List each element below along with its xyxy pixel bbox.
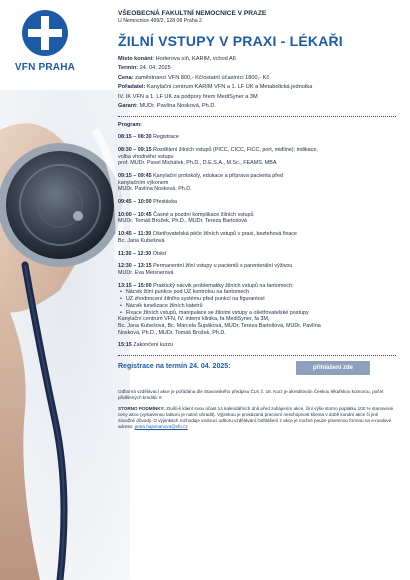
place-label: Místo konání:: [118, 56, 155, 62]
program-time: 09:45 – 10:00: [118, 199, 152, 206]
program-text: Rozdělení žilních vstupů (PICC, CICC, FICC, port, midline); indikace,: [153, 146, 318, 153]
workshop-bullet: • Nácvik tunelizace žilních katetrů: [128, 303, 396, 310]
workshop-item: [118, 283, 396, 337]
program-item: [118, 263, 396, 276]
registration-text: Registrace na termín 24. 04. 2025:: [118, 363, 231, 371]
program-section: [118, 122, 396, 349]
workshop-speakers: Nosková, Ph.D., MUDr. Tomáš Brožek, Ph.D.: [118, 329, 226, 336]
program-item: [118, 134, 396, 141]
program-time: 10:45 – 11:30: [118, 231, 152, 238]
institution-name: VŠEOBECNÁ FAKULTNÍ NEMOCNICE V PRAZE: [118, 10, 267, 17]
program-item: [118, 212, 396, 225]
program-time: 10:00 – 10:45: [118, 211, 152, 218]
program-speaker: MUDr. Tomáš Brožek, Ph.D., MUDr. Tereza Bartošová: [118, 218, 247, 225]
program-time: 12:30 – 13:15: [118, 263, 152, 270]
workshop-bullet: • Fixace žilních vstupů, manipulace se žilními vstupy a ošetřovatelské postupy: [128, 310, 396, 317]
price-row: [118, 75, 396, 82]
program-item: [118, 199, 396, 206]
vfn-logo: [14, 8, 76, 82]
dotted-divider: [118, 116, 396, 117]
organizer-value: Kanylační centrum KARIM VFN a 1. LF UK a Metabolická jednotka: [146, 84, 313, 91]
flyer-content: [118, 10, 396, 435]
program-text: Registrace: [153, 134, 179, 141]
program-speaker: MUDr. Pavlína Nosková, Ph.D.: [118, 186, 192, 193]
program-time: 09:15 – 09:45: [118, 172, 152, 179]
program-text: Kanylační protokoly, edukace a příprava pacienta před: [153, 172, 284, 179]
storno-label: STORNO PODMÍNKY:: [118, 406, 165, 412]
organizer-row: [118, 84, 396, 91]
course-details: [118, 56, 396, 110]
workshop-bullet: • Nácvik žilní punkce pod UZ kontrolou na fantomech: [128, 289, 396, 296]
program-text: Permanentní žilní vstupy u pacientů s parenterální výživou: [153, 263, 293, 270]
price-value: zaměstnanci VFN 800,- Kč/ostatní účastníci 1800,- Kč: [135, 74, 270, 81]
date-row: [118, 65, 396, 72]
program-text: Časné a pozdní komplikace žilních vstupů: [153, 211, 254, 218]
date-value: 24. 04. 2025: [139, 65, 171, 72]
institution-address: U Nemocnice 499/2, 128 08 Praha 2: [118, 18, 202, 24]
program-text: Ošetřovatelská péče žilních vstupů v praxi, beztehová fixace: [152, 231, 297, 238]
program-text: Oběd: [152, 250, 166, 257]
program-item: [118, 231, 396, 244]
program-text: Přestávka: [153, 199, 178, 206]
organizer-label: Pořadatel:: [118, 84, 146, 91]
cross-icon: [22, 10, 68, 56]
program-time: 13:15 – 15:00: [118, 282, 152, 289]
accreditation-text: Odborná vzdělávací akce je pořádána dle Stavovského předpisu ČLK č. 16. Kurz je akreditován Českou lékařskou komorou, počet přidělených kreditů: 6: [118, 389, 384, 401]
logo-text: VFN PRAHA: [14, 62, 76, 73]
guarantor-label: Garant:: [118, 103, 138, 110]
stethoscope-photo: [0, 90, 130, 580]
storno-paragraph: [118, 406, 396, 430]
program-text: kanylačním výkonem: [118, 179, 169, 186]
stethoscope-illustration: [0, 90, 130, 580]
workshop-speakers: Bc. Jana Kubešová, Bc. Marcela Šupáková, MUDr. Tereza Bartošová, MUDr. Pavlína: [118, 322, 321, 329]
guarantor-value: MUDr. Pavlína Nosková, Ph.D.: [139, 103, 216, 110]
program-heading: Program:: [118, 122, 142, 129]
workshop-bullet: • UZ zhodnocení žilního systému před punkcí na figurantovi: [128, 296, 396, 303]
program-time: 11:30 – 12:30: [118, 250, 152, 257]
program-item: [118, 342, 396, 349]
program-item: [118, 147, 396, 167]
storno-text: Zrušíi-li klient svou účast 14 kalendářních dnů před zahájením akce, činí výše storno poplatku 100 % stanovené ceny akce (vystavenou fakturu je nutné uhradit). Výjimkou je prokázaná pracovní neschopnost klienta v době konání akce či jiné závažné důvody. O výjimkách rozhoduje vedoucí odboru vzdělávání.Odhlášení z akce je možné pouze písemnou formou na e-mailové adrese:: [118, 406, 394, 430]
program-item: [118, 251, 396, 258]
price-label: Cena:: [118, 74, 134, 81]
program-time: 08:30 – 09:15: [118, 146, 152, 153]
register-button[interactable]: přihlášení zde: [296, 361, 370, 375]
program-time: 15:15: [118, 342, 132, 349]
place-row: [118, 56, 396, 63]
program-text: volba vhodného vstupu: [118, 153, 174, 160]
course-title: ŽILNÍ VSTUPY V PRAXI - LÉKAŘI: [118, 33, 343, 49]
dotted-divider: [118, 355, 396, 356]
program-speaker: prof. MUDr. Pavel Michálek, Ph.D., D.E.S.A., M.Sc., FEAMS, MBA: [118, 160, 277, 167]
place-value: Hoderova síň, KARIM, vchod A6: [155, 56, 236, 62]
contact-email-link[interactable]: petra.hajsmanova@vfn.cz: [134, 424, 188, 430]
program-speaker: Bc. Jana Kubešová: [118, 237, 165, 244]
workshop-list: [118, 289, 396, 316]
program-speaker: MUDr. Eva Meisnerová: [118, 269, 174, 276]
date-label: Termín:: [118, 65, 139, 72]
workshop-title: Praktický nácvik problematiky žilních vstupů na fantomech:: [153, 282, 294, 289]
program-item: [118, 173, 396, 193]
footer: [118, 389, 396, 430]
program-text: Zakončení kurzu: [133, 342, 174, 349]
program-time: 08:15 – 08:30: [118, 134, 152, 141]
guarantor-row: [118, 103, 396, 110]
organizer-continued: IV. IK VFN a 1. LF UK za podpory firem MediSyner a 3M: [118, 93, 258, 100]
registration-row: [118, 361, 396, 375]
workshop-speakers: Kanylační centrum VFN, IV. interní klinika, fa MediSyner, fa 3M,: [118, 316, 270, 323]
